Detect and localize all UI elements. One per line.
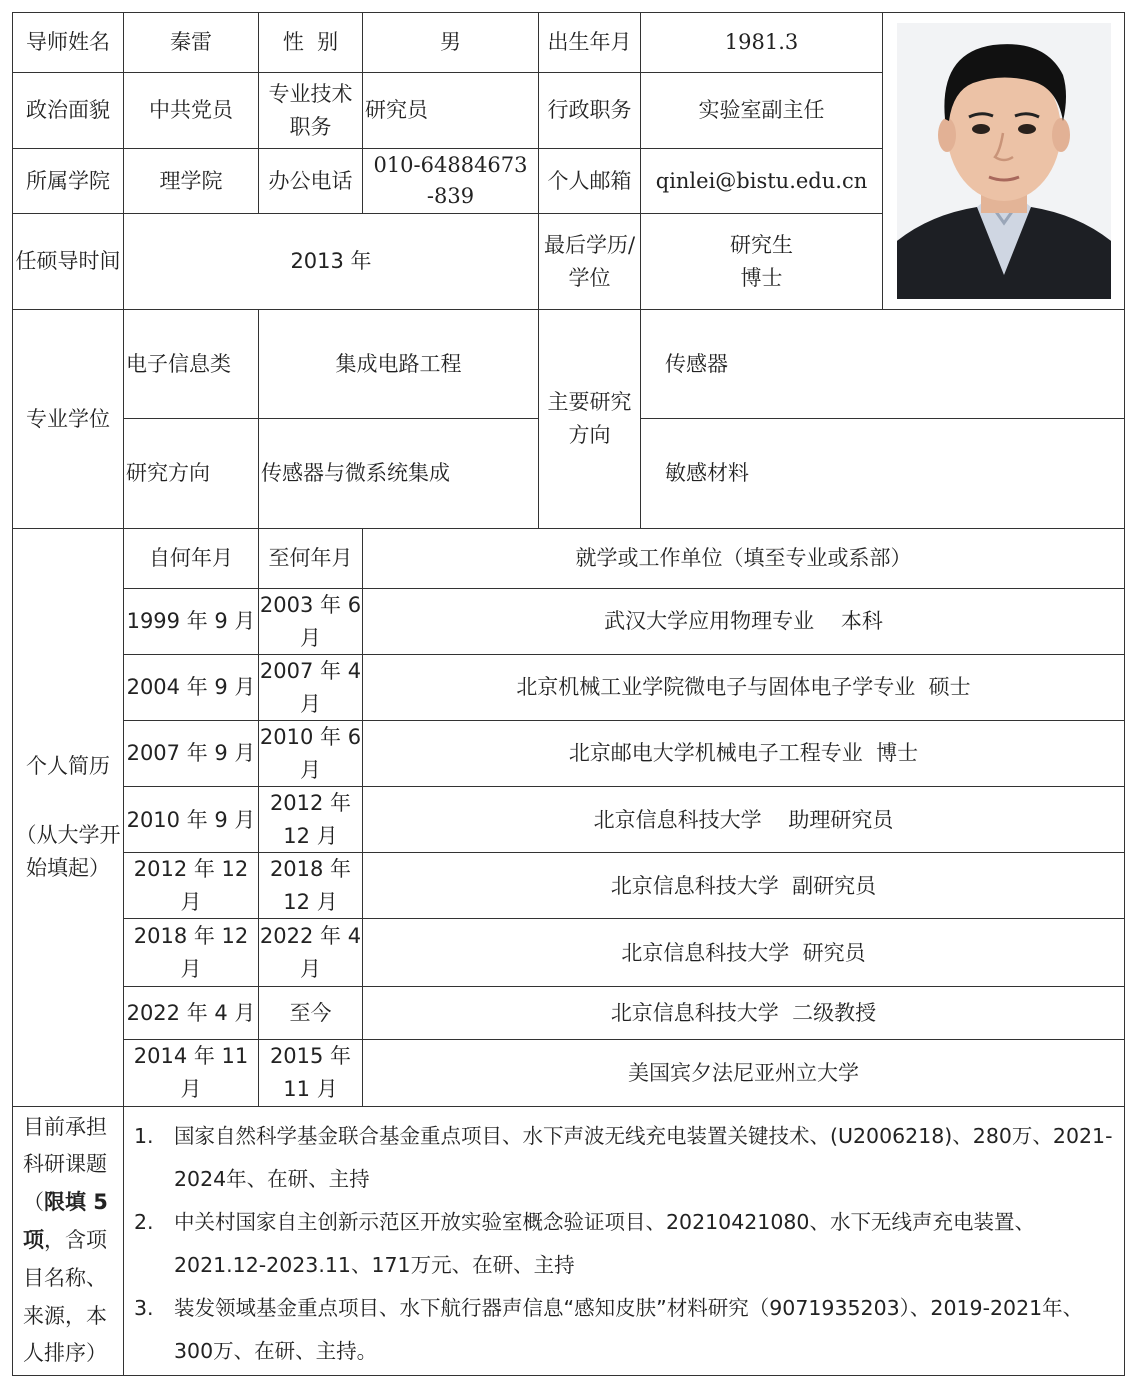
resume-to: 2012 年 12 月 <box>259 787 363 853</box>
projects-label-part1: 目前承担科研课题（ <box>23 1114 107 1215</box>
gender-label: 性 别 <box>259 13 363 73</box>
project-text: 装发领域基金重点项目、水下航行器声信息“感知皮肤”材料研究（9071935203）、2019-2021年、300万、在研、主持。 <box>174 1295 1084 1363</box>
politics-label: 政治面貌 <box>13 73 124 149</box>
resume-label-cell <box>13 529 124 1107</box>
admin-label: 行政职务 <box>539 73 641 149</box>
resume-label: 个人简历 <box>26 754 110 779</box>
resume-header-unit: 就学或工作单位（填至专业或系部） <box>363 529 1125 589</box>
resume-unit: 北京机械工业学院微电子与固体电子学专业 硕士 <box>363 655 1125 721</box>
resume-note: （从大学开始填起） <box>15 823 121 880</box>
resume-to: 2007 年 4 月 <box>259 655 363 721</box>
research-direction-2: 敏感材料 <box>641 419 1125 529</box>
resume-row <box>13 721 1125 787</box>
mentor-info-table <box>12 12 1125 1376</box>
since-value: 2013 年 <box>124 214 539 310</box>
direction-label: 研究方向 <box>124 419 259 529</box>
degree-line-2: 博士 <box>740 265 783 290</box>
project-text: 中关村国家自主创新示范区开放实验室概念验证项目、20210421080、水下无线声充电装置、2021.12-2023.11、171万元、在研、主持 <box>174 1209 1035 1277</box>
photo-cell <box>883 13 1125 310</box>
professional-degree-label: 专业学位 <box>13 310 124 529</box>
resume-header-to: 至何年月 <box>259 529 363 589</box>
resume-header-from: 自何年月 <box>124 529 259 589</box>
resume-unit: 美国宾夕法尼亚州立大学 <box>363 1040 1125 1106</box>
since-label: 任硕导时间 <box>13 214 124 310</box>
resume-row <box>13 655 1125 721</box>
projects-list <box>134 1115 1118 1373</box>
degree-major: 集成电路工程 <box>259 310 539 419</box>
resume-unit: 北京信息科技大学 副研究员 <box>363 853 1125 919</box>
resume-from: 2014 年 11 月 <box>124 1040 259 1106</box>
projects-label-bold: 限填 5 项 <box>23 1190 108 1252</box>
college-value: 理学院 <box>124 149 259 214</box>
resume-to: 2018 年 12 月 <box>259 853 363 919</box>
project-number: 1. <box>134 1123 154 1148</box>
resume-from: 2010 年 9 月 <box>124 787 259 853</box>
email-label: 个人邮箱 <box>539 149 641 214</box>
resume-from: 2022 年 4 月 <box>124 987 259 1040</box>
resume-from: 2007 年 9 月 <box>124 721 259 787</box>
resume-unit: 北京邮电大学机械电子工程专业 博士 <box>363 721 1125 787</box>
phone-label: 办公电话 <box>259 149 363 214</box>
project-item <box>134 1287 1118 1373</box>
degree-label: 最后学历/学位 <box>539 214 641 310</box>
research-direction-label: 主要研究方向 <box>539 310 641 529</box>
resume-unit: 北京信息科技大学 二级教授 <box>363 987 1125 1040</box>
birth-label: 出生年月 <box>539 13 641 73</box>
resume-from: 2012 年 12 月 <box>124 853 259 919</box>
resume-to: 2003 年 6 月 <box>259 589 363 655</box>
resume-to: 2015 年 11 月 <box>259 1040 363 1106</box>
resume-to: 2022 年 4 月 <box>259 919 363 987</box>
projects-label-part2: ，含项目名称、来源，本人排序） <box>23 1227 107 1366</box>
projects-label-cell <box>13 1106 124 1375</box>
project-text: 国家自然科学基金联合基金重点项目、水下声波无线充电装置关键技术、(U2006218)、280万、2021-2024年、在研、主持 <box>174 1123 1113 1191</box>
politics-value: 中共党员 <box>124 73 259 149</box>
resume-row <box>13 589 1125 655</box>
resume-to: 2010 年 6 月 <box>259 721 363 787</box>
project-item <box>134 1201 1118 1287</box>
title-label: 专业技术职务 <box>259 73 363 149</box>
resume-row <box>13 787 1125 853</box>
project-number: 3. <box>134 1295 154 1320</box>
resume-row <box>13 1040 1125 1106</box>
project-number: 2. <box>134 1209 154 1234</box>
email-value: qinlei@bistu.edu.cn <box>641 149 883 214</box>
gender-value: 男 <box>363 13 539 73</box>
degree-line-1: 研究生 <box>730 232 793 257</box>
resume-unit: 武汉大学应用物理专业 本科 <box>363 589 1125 655</box>
phone-value: 010-64884673-839 <box>363 149 539 214</box>
direction-value: 传感器与微系统集成 <box>259 419 539 529</box>
resume-from: 2004 年 9 月 <box>124 655 259 721</box>
project-item <box>134 1115 1118 1201</box>
resume-to: 至今 <box>259 987 363 1040</box>
resume-from: 2018 年 12 月 <box>124 919 259 987</box>
degree-value <box>641 214 883 310</box>
college-label: 所属学院 <box>13 149 124 214</box>
birth-value: 1981.3 <box>641 13 883 73</box>
admin-value: 实验室副主任 <box>641 73 883 149</box>
portrait-photo <box>897 23 1111 299</box>
name-label: 导师姓名 <box>13 13 124 73</box>
resume-from: 1999 年 9 月 <box>124 589 259 655</box>
research-direction-1: 传感器 <box>641 310 1125 419</box>
resume-row <box>13 853 1125 919</box>
resume-unit: 北京信息科技大学 研究员 <box>363 919 1125 987</box>
title-value: 研究员 <box>363 73 539 149</box>
resume-row <box>13 919 1125 987</box>
degree-category: 电子信息类 <box>124 310 259 419</box>
projects-cell <box>124 1106 1125 1375</box>
resume-unit: 北京信息科技大学 助理研究员 <box>363 787 1125 853</box>
name-value: 秦雷 <box>124 13 259 73</box>
resume-row <box>13 987 1125 1040</box>
